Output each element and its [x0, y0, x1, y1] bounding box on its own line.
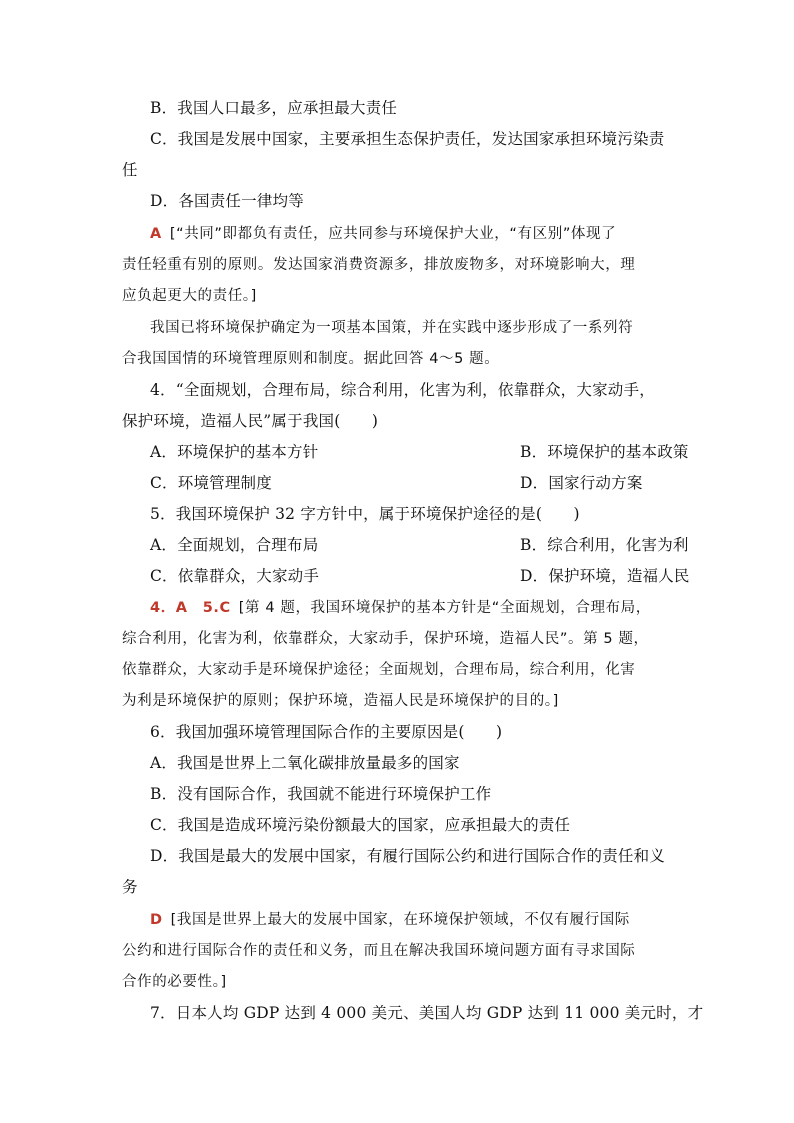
q6-option-d-line1: D．我国是最大的发展中国家，有履行国际公约和进行国际合作的责任和义	[150, 847, 666, 865]
q4-options-row2	[150, 471, 710, 493]
q6-answer-line1	[150, 908, 710, 929]
q6-answer-line3: 合作的必要性。]	[122, 974, 227, 990]
q4-option-d: D．国家行动方案	[520, 474, 643, 492]
q5-option-c: C．依靠群众，大家动手	[150, 567, 320, 585]
q3-option-b: B．我国人口最多，应承担最大责任	[150, 99, 398, 117]
q3-answer-letter: A	[150, 226, 162, 242]
q4-5-answer-text: [第 4 题，我国环境保护的基本方针是“全面规划，合理布局，	[238, 600, 651, 616]
q4-5-answer-line3: 依靠群众，大家动手是环境保护途径；全面规划，合理布局，综合利用，化害	[122, 662, 636, 678]
q4-5-answer-line2: 综合利用，化害为利，依靠群众，大家动手，保护环境，造福人民”。第 5 题，	[122, 631, 649, 647]
q4-option-b: B．环境保护的基本政策	[520, 443, 689, 461]
q6-option-a: A．我国是世界上二氧化碳排放量最多的国家	[150, 754, 460, 772]
q6-stem: 6．我国加强环境管理国际合作的主要原因是( )	[150, 723, 503, 741]
q5-stem: 5．我国环境保护 32 字方针中，属于环境保护途径的是( )	[150, 505, 580, 523]
intro-4-5-line1: 我国已将环境保护确定为一项基本国策，并在实践中逐步形成了一系列符	[150, 320, 634, 336]
q3-answer-line1	[150, 222, 710, 243]
q4-5-answer-letters: 4．A 5.C	[150, 600, 231, 616]
q4-5-answer-line1	[150, 596, 710, 617]
q4-stem-line1: 4．“全面规划，合理布局，综合利用，化害为利，依靠群众，大家动手，	[150, 381, 655, 399]
q5-option-a: A．全面规划，合理布局	[150, 536, 319, 554]
q3-option-c-line1: C．我国是发展中国家，主要承担生态保护责任，发达国家承担环境污染责	[150, 130, 665, 148]
q6-answer-letter: D	[150, 912, 163, 928]
q3-option-c-line2: 任	[122, 161, 138, 179]
q4-stem-line2: 保护环境，造福人民”属于我国( )	[122, 412, 379, 430]
q5-option-d: D．保护环境，造福人民	[520, 567, 690, 585]
intro-4-5-line2: 合我国国情的环境管理原则和制度。据此回答 4～5 题。	[122, 351, 500, 367]
q6-answer-text: [我国是世界上最大的发展中国家，在环境保护领域，不仅有履行国际	[170, 912, 630, 928]
q4-option-c: C．环境管理制度	[150, 474, 272, 492]
q3-answer-line2: 责任轻重有别的原则。发达国家消费资源多，排放废物多，对环境影响大，理	[122, 257, 636, 273]
q6-option-c: C．我国是造成环境污染份额最大的国家，应承担最大的责任	[150, 816, 571, 834]
q3-option-d: D．各国责任一律均等	[150, 192, 304, 210]
q6-answer-line2: 公约和进行国际合作的责任和义务，而且在解决我国环境问题方面有寻求国际	[122, 943, 636, 959]
q7-stem-line1: 7．日本人均 GDP 达到 4 000 美元、美国人均 GDP 达到 11 000 美元时，才	[150, 1004, 704, 1022]
q6-option-b: B．没有国际合作，我国就不能进行环境保护工作	[150, 785, 492, 803]
q5-options-row1	[150, 533, 710, 555]
q4-5-answer-line4: 为利是环境保护的原则；保护环境，造福人民是环境保护的目的。]	[122, 693, 559, 709]
q3-answer-line3: 应负起更大的责任。]	[122, 288, 257, 304]
q4-options-row1	[150, 440, 710, 462]
q4-option-a: A．环境保护的基本方针	[150, 443, 319, 461]
q5-option-b: B．综合利用，化害为利	[520, 536, 689, 554]
q5-options-row2	[150, 564, 710, 586]
q3-answer-text: [“共同”即都负有责任，应共同参与环境保护大业，“有区别”体现了	[169, 226, 617, 242]
q6-option-d-line2: 务	[122, 878, 138, 896]
